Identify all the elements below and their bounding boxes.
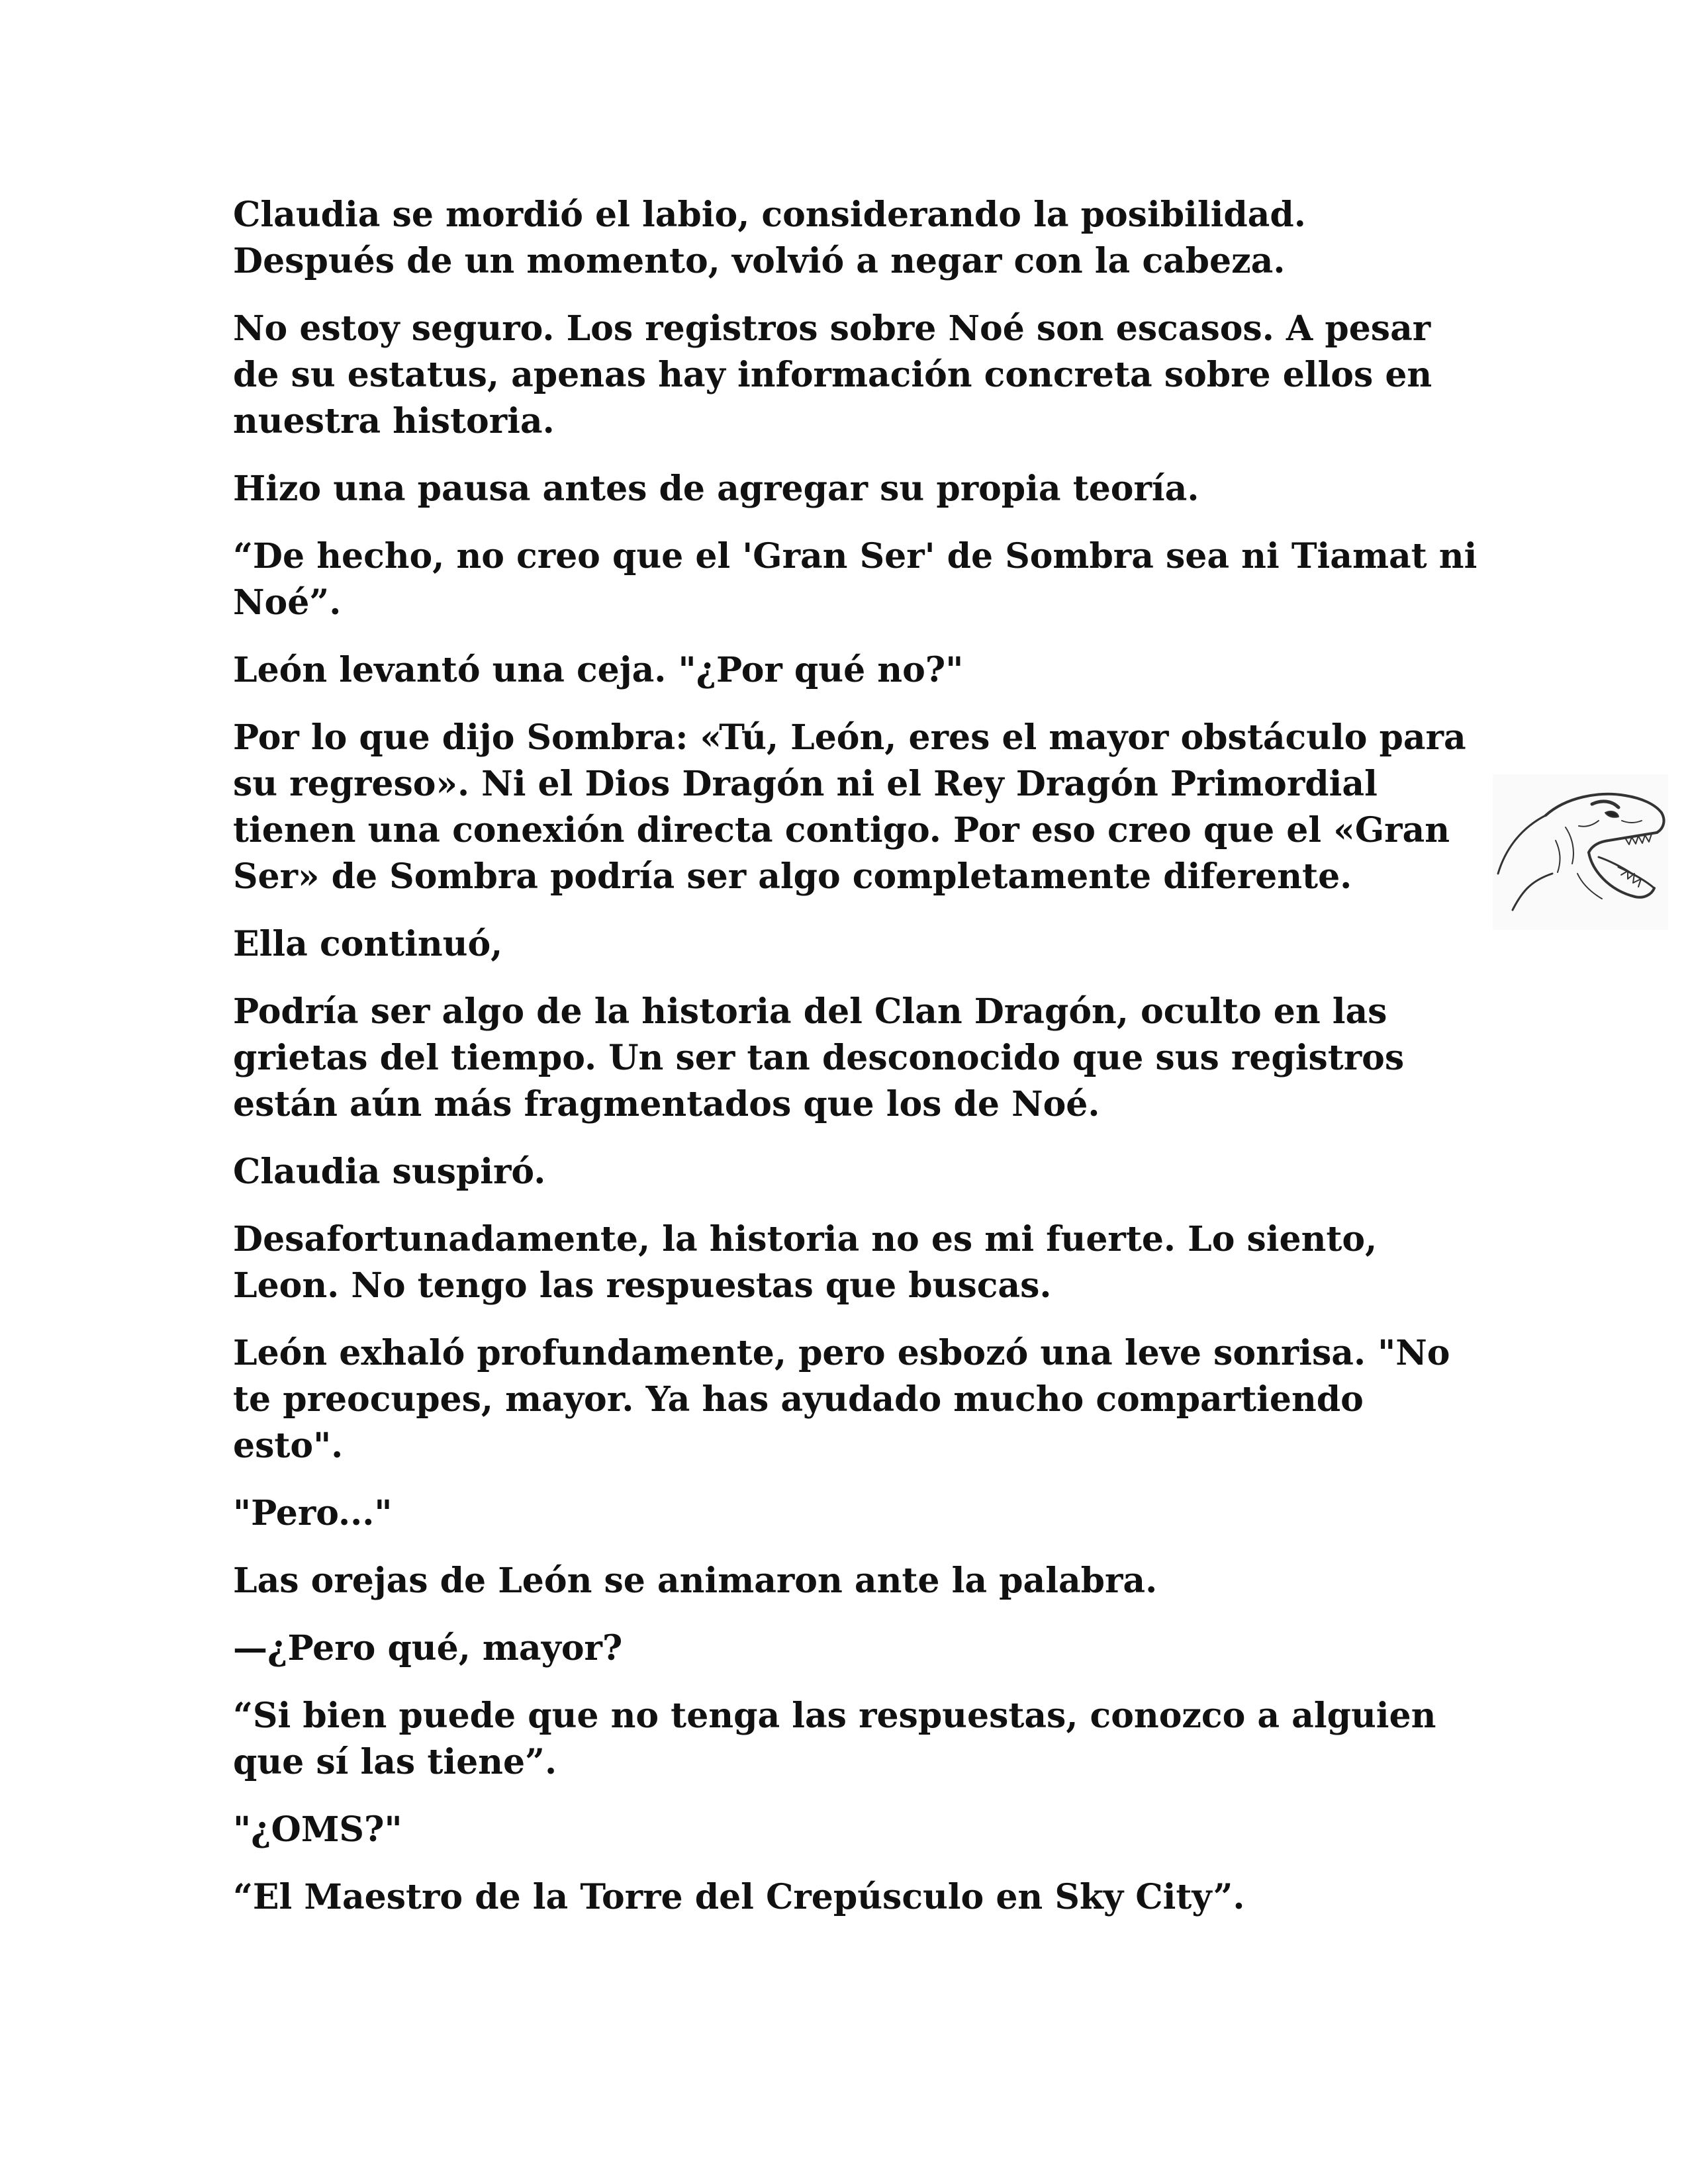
paragraph: Ella continuó, [233,924,503,964]
paragraph: “De hecho, no creo que el 'Gran Ser' de Sombra sea ni Tiamat ni Noé”. [233,536,1477,623]
paragraph: Desafortunadamente, la historia no es mi fuerte. Lo siento, Leon. No tengo las respuestas que buscas. [233,1219,1378,1306]
paragraph: Por lo que dijo Sombra: «Tú, León, eres el mayor obstáculo para su regreso». Ni el Dios Dragón ni el Rey Dragón Primordial tienen una conexión directa contigo. Por eso creo que el «Gran Ser» de Sombra podría ser algo completamente diferente. [233,717,1466,897]
paragraph: "Pero..." [233,1493,393,1533]
paragraph: Las orejas de León se animaron ante la palabra. [233,1561,1158,1601]
paragraph: Claudia se mordió el labio, considerando la posibilidad. Después de un momento, volvió a negar con la cabeza. [233,195,1306,281]
paragraph: —¿Pero qué, mayor? [233,1628,623,1668]
paragraph: Claudia suspiró. [233,1152,546,1192]
paragraph: “Si bien puede que no tenga las respuestas, conozco a alguien que sí las tiene”. [233,1696,1436,1782]
dinosaur-head-sketch-icon [1493,774,1668,930]
paragraph: Podría ser algo de la historia del Clan Dragón, oculto en las grietas del tiempo. Un ser tan desconocido que sus registros están aún más fragmentados que los de Noé. [233,991,1405,1124]
paragraph: León exhaló profundamente, pero esbozó una leve sonrisa. "No te preocupes, mayor. Ya has ayudado mucho compartiendo esto". [233,1333,1450,1466]
paragraph: “El Maestro de la Torre del Crepúsculo en Sky City”. [233,1877,1245,1917]
story-text [233,192,1477,1942]
paragraph: No estoy seguro. Los registros sobre Noé son escasos. A pesar de su estatus, apenas hay información concreta sobre ellos en nuestra historia. [233,308,1432,441]
paragraph: León levantó una ceja. "¿Por qué no?" [233,650,964,690]
paragraph: Hizo una pausa antes de agregar su propia teoría. [233,469,1199,509]
paragraph: "¿OMS?" [233,1809,402,1850]
